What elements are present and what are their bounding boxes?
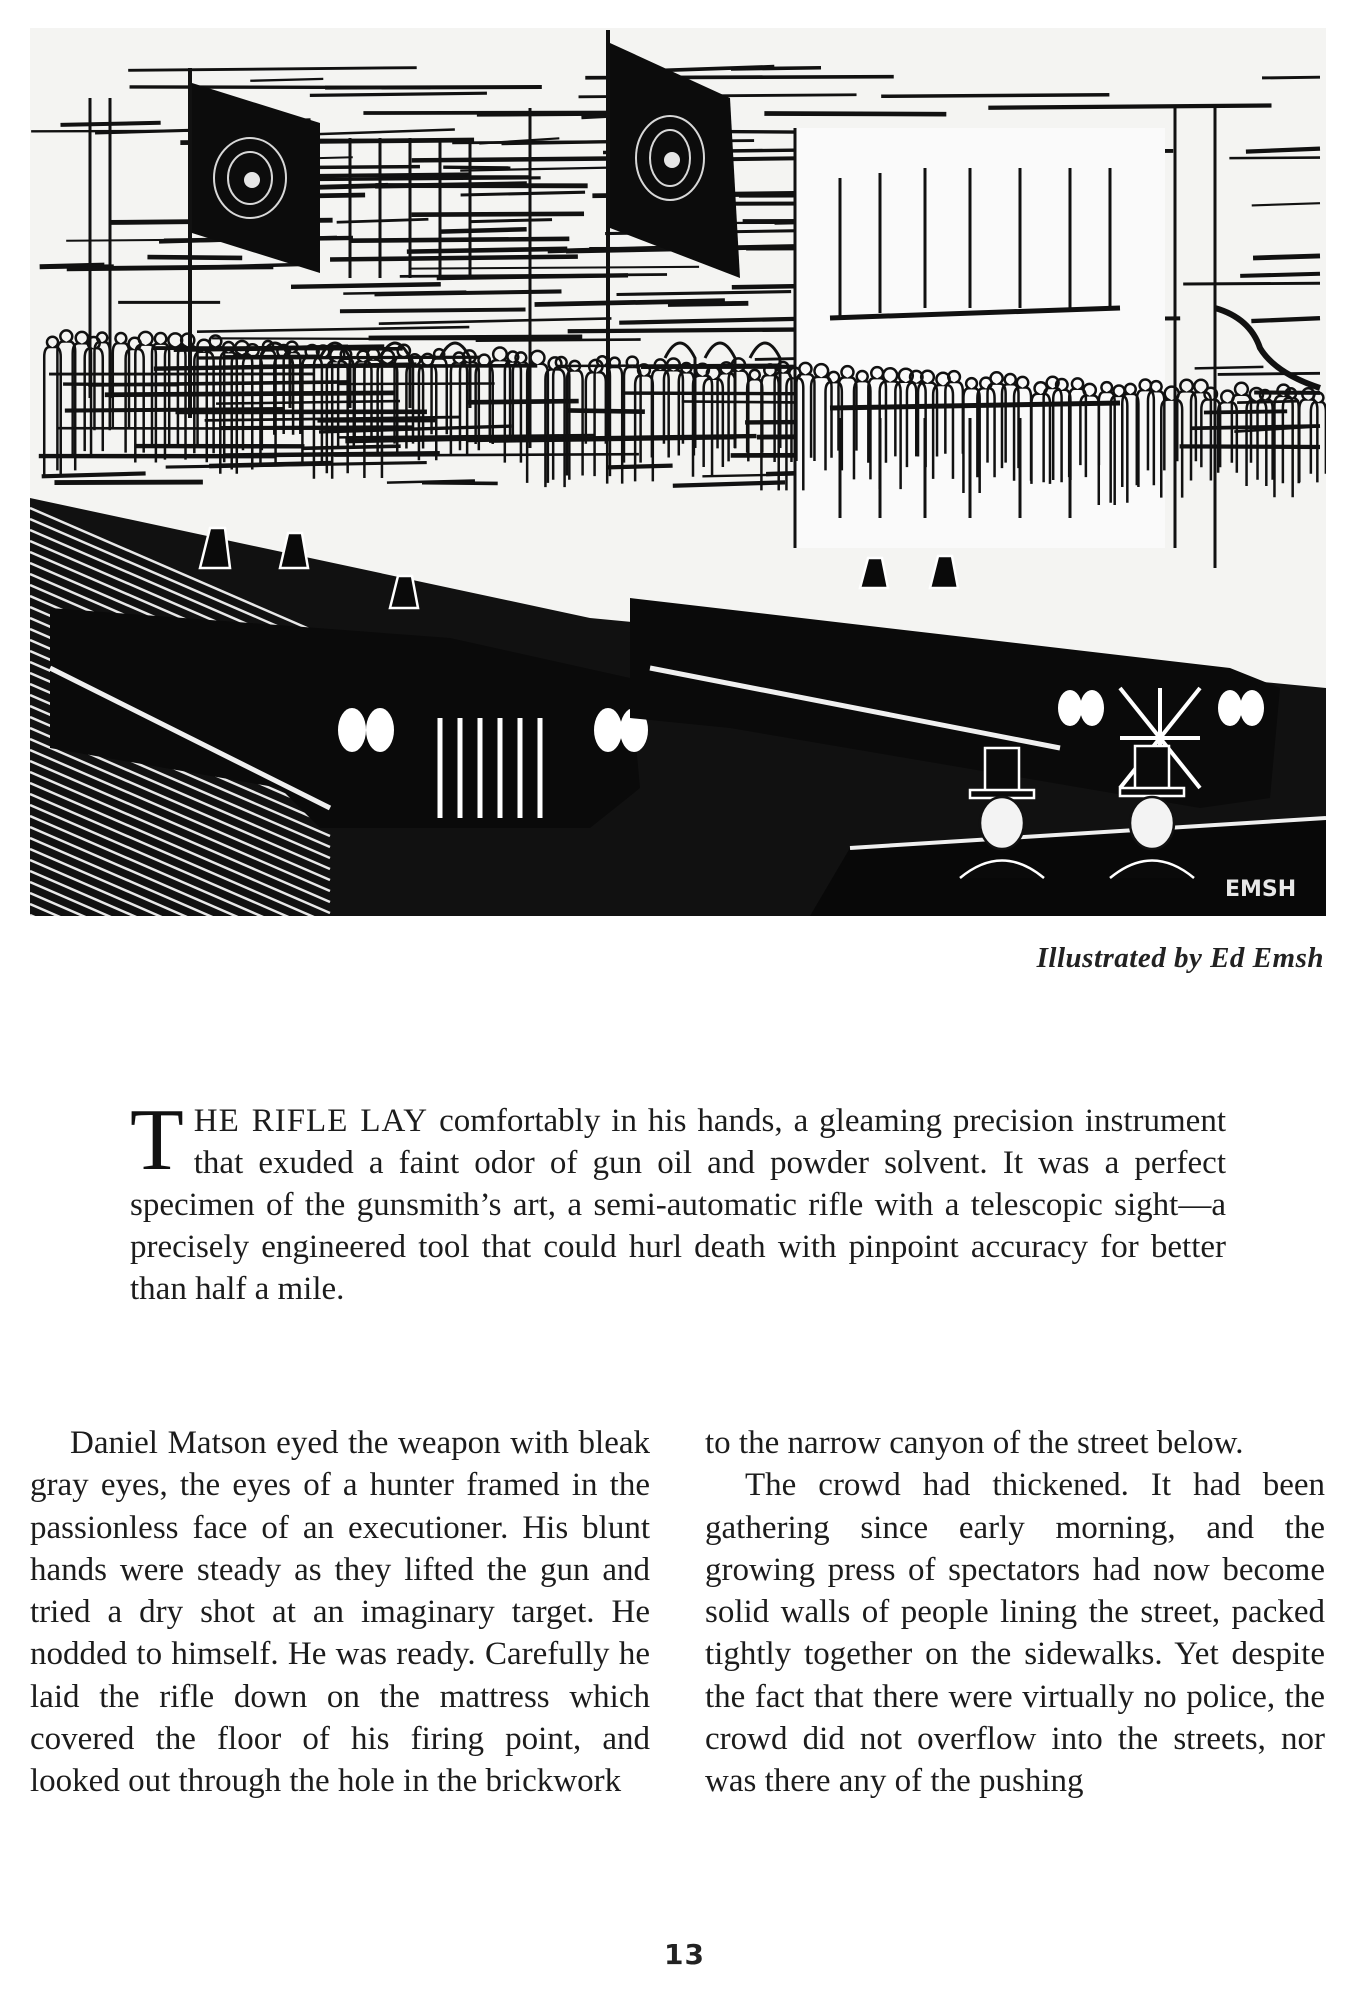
- hatch-stroke: [349, 239, 569, 241]
- drop-cap: T: [130, 1092, 184, 1189]
- body-column-right: [705, 1422, 1325, 1803]
- hatch-stroke: [67, 267, 274, 269]
- hatch-stroke: [334, 454, 639, 455]
- hatch-stroke: [412, 214, 584, 215]
- hatch-stroke: [682, 401, 800, 402]
- hatch-stroke: [468, 401, 579, 402]
- hatch-stroke: [340, 309, 526, 311]
- hatch-stroke: [1251, 318, 1320, 321]
- page-number: 13: [664, 1938, 705, 1971]
- illustration-credit: Illustrated by Ed Emsh: [1036, 942, 1324, 974]
- artist-signature: EMSH: [1225, 877, 1297, 902]
- hatch-stroke: [330, 257, 578, 260]
- hatch-stroke: [1229, 158, 1320, 159]
- hatch-stroke: [212, 338, 525, 339]
- hatch-stroke: [1195, 367, 1264, 368]
- hatch-stroke: [881, 95, 1109, 97]
- hatch-stroke: [303, 446, 401, 448]
- hatch-stroke: [422, 483, 498, 484]
- hatch-stroke: [1262, 77, 1320, 78]
- hatch-stroke: [607, 466, 672, 468]
- hatch-stroke: [42, 473, 146, 476]
- hatch-stroke: [443, 167, 510, 168]
- hatch-stroke: [440, 229, 527, 231]
- body-paragraph: Daniel Matson eyed the weapon with bleak gray eyes, the eyes of a hunter framed in the passionless face of an executioner. His blunt hands were steady as they lifted the gun and tried a dry shot at an imaginary target. He nodded to himself. He was ready. Carefully he laid the rifle down on the mattress which covered the floor of his firing point, and looked out through the hole in the brickwork: [30, 1425, 650, 1800]
- hatch-stroke: [1237, 401, 1299, 403]
- hatch-stroke: [63, 384, 178, 385]
- hatch-stroke: [1240, 274, 1320, 276]
- hatch-stroke: [1183, 283, 1320, 284]
- lead-in: HE RIFLE LAY: [193, 1103, 429, 1139]
- body-column-left: [30, 1422, 650, 1803]
- story-illustration: [30, 28, 1326, 916]
- hatch-stroke: [291, 284, 441, 287]
- intro-paragraph: [130, 1092, 1226, 1310]
- intro-text: comfortably in his hands, a gleaming precision instrument that exuded a faint odor of gun oil and powder solvent. It was a perfect specimen of the gunsmith’s art, a semi-automatic rifle with a telescopic sight—a precisely engineered tool that could hurl death with pinpoint accuracy for better than half a mile.: [130, 1103, 1226, 1307]
- hatch-stroke: [764, 114, 946, 115]
- hatch-stroke: [471, 220, 552, 222]
- hatch-stroke: [385, 240, 445, 241]
- hatch-stroke: [1218, 373, 1320, 374]
- hatch-stroke: [988, 105, 1271, 107]
- hatch-stroke: [325, 87, 542, 88]
- body-paragraph-continued: to the narrow canyon of the street below.: [705, 1425, 1244, 1461]
- hatch-stroke: [1253, 256, 1320, 258]
- hatch-stroke: [147, 257, 242, 258]
- hatch-stroke: [310, 93, 487, 95]
- hatch-stroke: [407, 249, 567, 252]
- body-paragraph: The crowd had thickened. It had been gathering since early morning, and the growing press of spectators had now become solid walls of people lining the street, packed tightly together on the sidewalks. Yet despite the fact that there were virtually no police, the crowd did not overflow into the streets, nor was there any of the pushing: [705, 1467, 1325, 1800]
